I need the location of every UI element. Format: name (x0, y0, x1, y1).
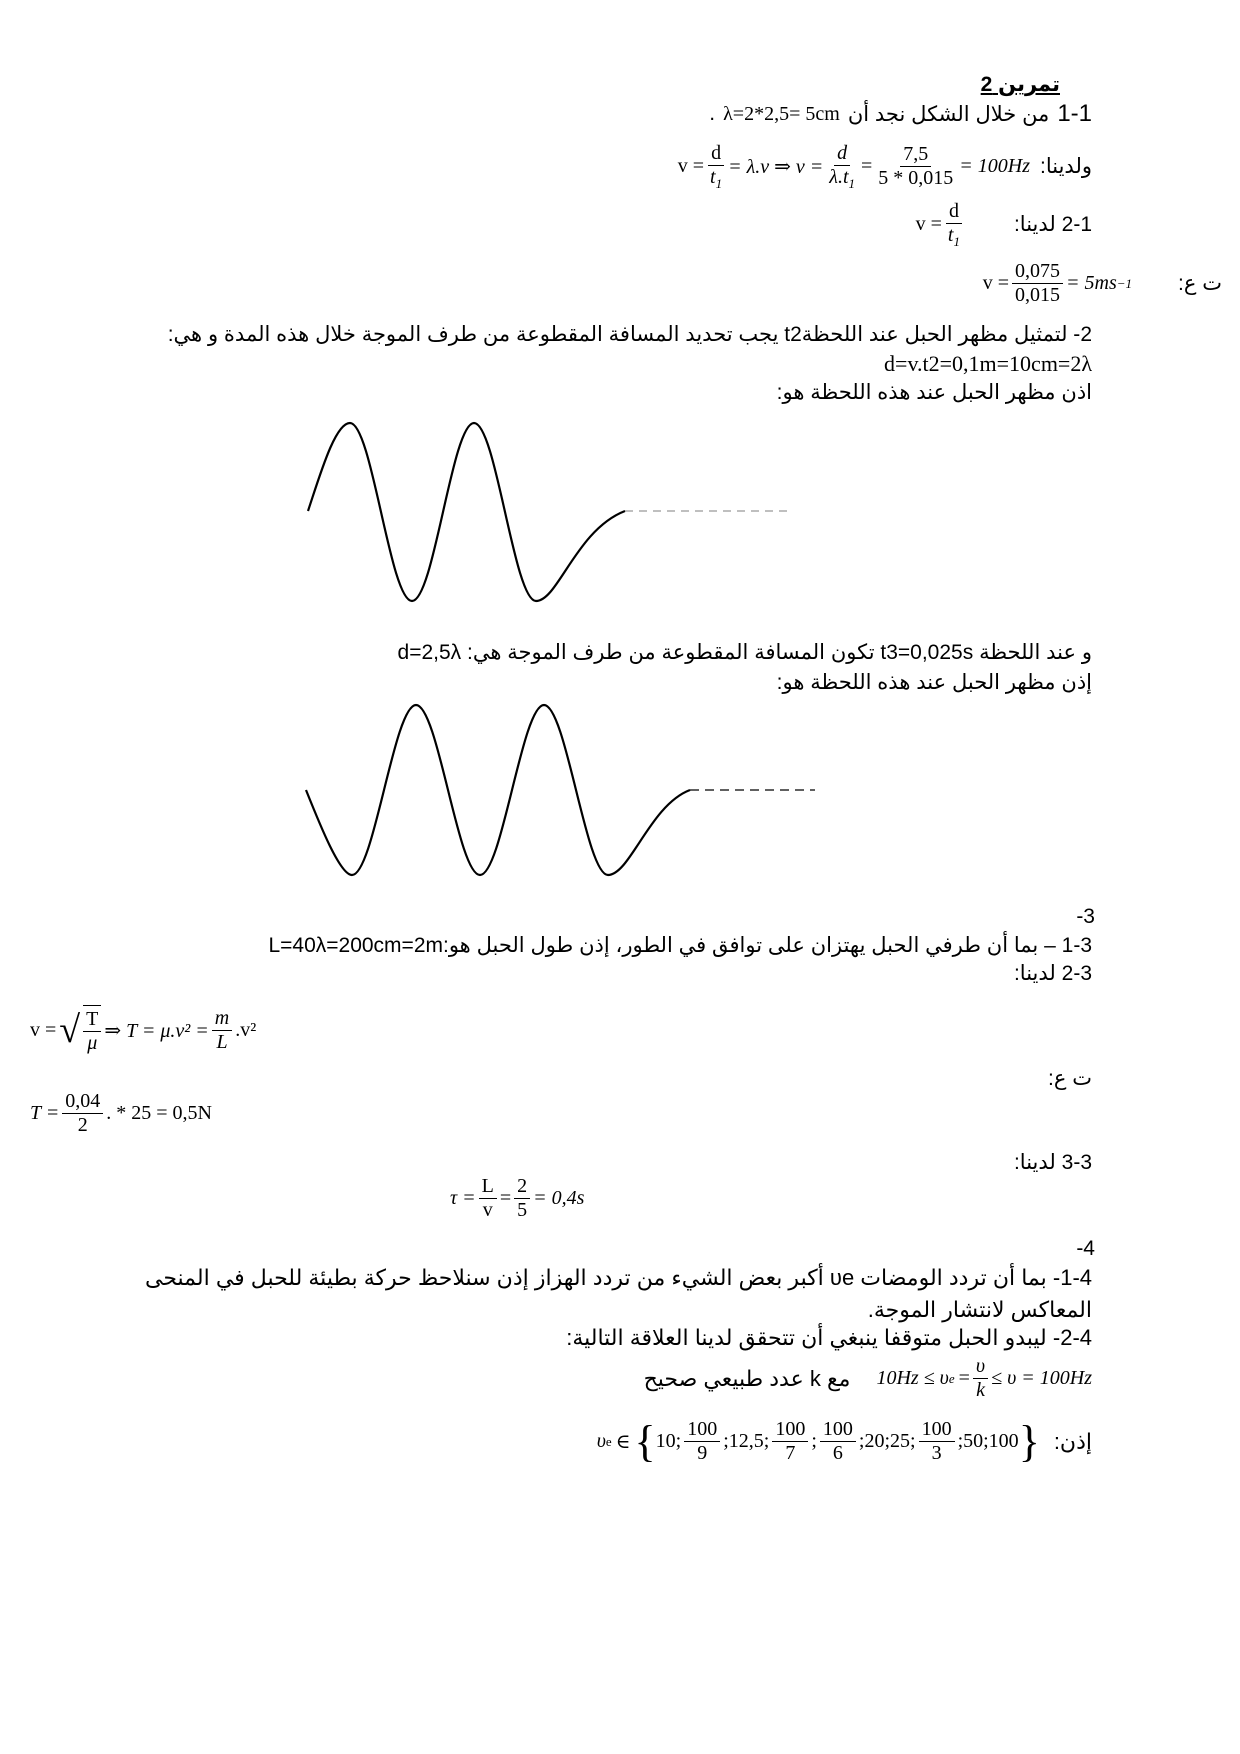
frac-num: d (708, 142, 724, 166)
eq-sign: = (958, 1367, 970, 1389)
frac-den: 2 (77, 1114, 88, 1136)
wave-figure-t2 (300, 415, 800, 610)
q11-num: 1-1 (1057, 100, 1092, 127)
numeric-frac (1012, 260, 1063, 307)
q4-set-formula (597, 1418, 1040, 1465)
ineq-left: 10Hz ≤ υ (876, 1367, 949, 1389)
q3-formula-tension (30, 1005, 256, 1055)
sqrt-frac (83, 1005, 101, 1055)
q11-line (709, 100, 1092, 128)
m-over-L (212, 1007, 232, 1054)
numeric-frac (514, 1175, 530, 1222)
wave-curve (306, 705, 690, 875)
q21b-formula (983, 260, 1132, 307)
tail: . * 25 = 0,5N (106, 1102, 212, 1124)
frac-num: 0,075 (1012, 260, 1063, 284)
right-brace: } (1018, 1416, 1040, 1466)
d-over-t1 (707, 142, 725, 192)
exercise-title: تمرين 2 (980, 73, 1060, 96)
wave-figure-t3 (300, 695, 830, 890)
q11-label: ولدينا: (1040, 155, 1092, 179)
q2-line1: 2- لتمثيل مظهر الحبل عند اللحظةt2 يجب تحديد المسافة المقطوعة من طرف الموجة خلال هذه المدة و هي: (167, 323, 1092, 346)
set-fraction (820, 1418, 856, 1465)
d-over-lt1 (826, 142, 858, 192)
frac-num: 100 (684, 1418, 720, 1442)
frac-den: $t_1$ (947, 224, 960, 249)
frac-den: 9 (697, 1442, 708, 1464)
frac-num: 100 (772, 1418, 808, 1442)
q11-value: λ=2*2,5= 5cm (723, 102, 840, 125)
left-brace: { (634, 1416, 656, 1466)
sqrt-sign: √ (59, 1009, 81, 1051)
v-symbol: v = (30, 1018, 57, 1041)
frac-num: d (946, 200, 962, 224)
q4-line1: 1-4- بما أن تردد الومضات υe أكبر بعض الشيء من تردد الهزاز إذن سنلاحظ حركة بطيئة للحبل في المنحى (145, 1265, 1092, 1290)
idhan-label: إذن: (1053, 1428, 1092, 1454)
frac-num: υ (973, 1355, 988, 1379)
T-symbol: T = (30, 1102, 60, 1124)
frac-den: 7 (785, 1442, 796, 1464)
frac-den: 6 (832, 1442, 843, 1464)
q21-label: 2-1 لدينا: (1013, 213, 1092, 237)
set-fraction (919, 1418, 955, 1465)
frac-den: L (216, 1030, 228, 1053)
eq-sign: = (499, 1187, 512, 1209)
v-symbol: v = (677, 155, 705, 178)
q2b-line1: و عند اللحظة t3=0,025s تكون المسافة المقطوعة من طرف الموجة هي: d=2,5λ (397, 641, 1092, 664)
q21b-row (983, 260, 1222, 307)
q3-line1: 1-3 – بما أن طرفي الحبل يهتزان على توافق في الطور، إذن طول الحبل هو:L=40λ=200cm=2m (268, 934, 1092, 957)
set-item: 10; (655, 1430, 682, 1452)
implication: ⇒ T = μ.v² = (104, 1019, 209, 1042)
q3-tau-formula (450, 1175, 584, 1222)
frac-num: 0,04 (62, 1090, 103, 1114)
nu-symbol: υ (596, 1430, 606, 1452)
q3-line3: 3-3 لدينا: (1013, 1151, 1092, 1174)
numeric-frac (62, 1090, 103, 1137)
q11-dot: . (709, 102, 716, 125)
q21-formula (916, 200, 966, 250)
nu-over-k (973, 1355, 988, 1402)
tau-symbol: τ = (450, 1187, 476, 1209)
d-over-t1 (945, 200, 963, 250)
frac-den: k (976, 1379, 985, 1401)
set-fraction (684, 1418, 720, 1465)
q3-head: -3 (1076, 905, 1095, 928)
ineq-sub: e (948, 1370, 955, 1386)
q4-set-row (597, 1418, 1092, 1465)
numeric-frac (875, 143, 956, 190)
q4-head: -4 (1076, 1237, 1095, 1260)
set-item: ;50;100 (957, 1430, 1019, 1452)
frac-num: 100 (820, 1418, 856, 1442)
tail: .v² (235, 1018, 257, 1041)
exponent: −1 (1116, 275, 1133, 291)
q4-ineq-row (644, 1355, 1092, 1402)
frac-num: 100 (919, 1418, 955, 1442)
eq-part: = λ.v ⇒ v = (728, 156, 824, 179)
nu-sub: e (605, 1433, 612, 1449)
q11-formula (678, 142, 1030, 192)
eq-sign: = (861, 155, 873, 178)
set-fraction (772, 1418, 808, 1465)
frac-den: 5 * 0,015 (878, 167, 954, 190)
k-text: مع k عدد طبيعي صحيح (643, 1365, 851, 1391)
set-item: ;20;25; (858, 1430, 916, 1452)
in-sign: ∈ (615, 1431, 631, 1453)
wave-curve (308, 423, 625, 601)
frac-num: T (83, 1008, 101, 1032)
q3-line2: 2-3 لدينا: (1013, 962, 1092, 985)
q21-row (916, 200, 1092, 250)
q3-tension-value (30, 1090, 212, 1137)
result: = 5ms (1066, 272, 1117, 294)
q4-line2: 2-4- ليبدو الحبل متوقفا ينبغي أن تتحقق لدينا العلاقة التالية: (566, 1325, 1092, 1350)
q4-inequality (876, 1355, 1092, 1402)
q2b-line2: إذن مظهر الحبل عند هذه اللحظة هو: (776, 671, 1092, 694)
v-symbol: v = (915, 213, 942, 236)
q21b-label: ت ع: (1178, 272, 1222, 295)
set-item: ;12,5; (723, 1430, 770, 1452)
q2-line3: اذن مظهر الحبل عند هذه اللحظة هو: (776, 381, 1092, 404)
set-items (656, 1418, 1019, 1465)
q11-formula-row (678, 142, 1092, 192)
frac-den: 5 (517, 1199, 528, 1221)
frac-num: L (479, 1175, 497, 1199)
result: = 0,4s (533, 1187, 585, 1209)
frac-den: $\lambda.t_1$ (829, 166, 855, 191)
frac-num: m (212, 1007, 232, 1031)
q2-line2: d=v.t2=0,1m=10cm=2λ (884, 351, 1092, 376)
result: = 100Hz (959, 155, 1031, 178)
frac-den: $t_1$ (710, 166, 723, 191)
frac-num: 7,5 (900, 143, 931, 167)
ineq-right: ≤ υ = 100Hz (991, 1367, 1092, 1389)
frac-den: μ (87, 1032, 98, 1054)
set-item: ; (811, 1430, 817, 1452)
frac-num: 2 (514, 1175, 530, 1199)
frac-num: d (834, 142, 850, 166)
q3-te: ت ع: (1048, 1067, 1092, 1090)
q11-text: من خلال الشكل نجد أن (847, 102, 1050, 126)
frac-den: 3 (931, 1442, 942, 1464)
v-symbol: v = (982, 272, 1010, 294)
L-over-v (479, 1175, 497, 1222)
frac-den: 0,015 (1015, 284, 1061, 306)
frac-den: v (482, 1199, 493, 1221)
q4-line1b: المعاكس لانتشار الموجة. (867, 1297, 1092, 1322)
